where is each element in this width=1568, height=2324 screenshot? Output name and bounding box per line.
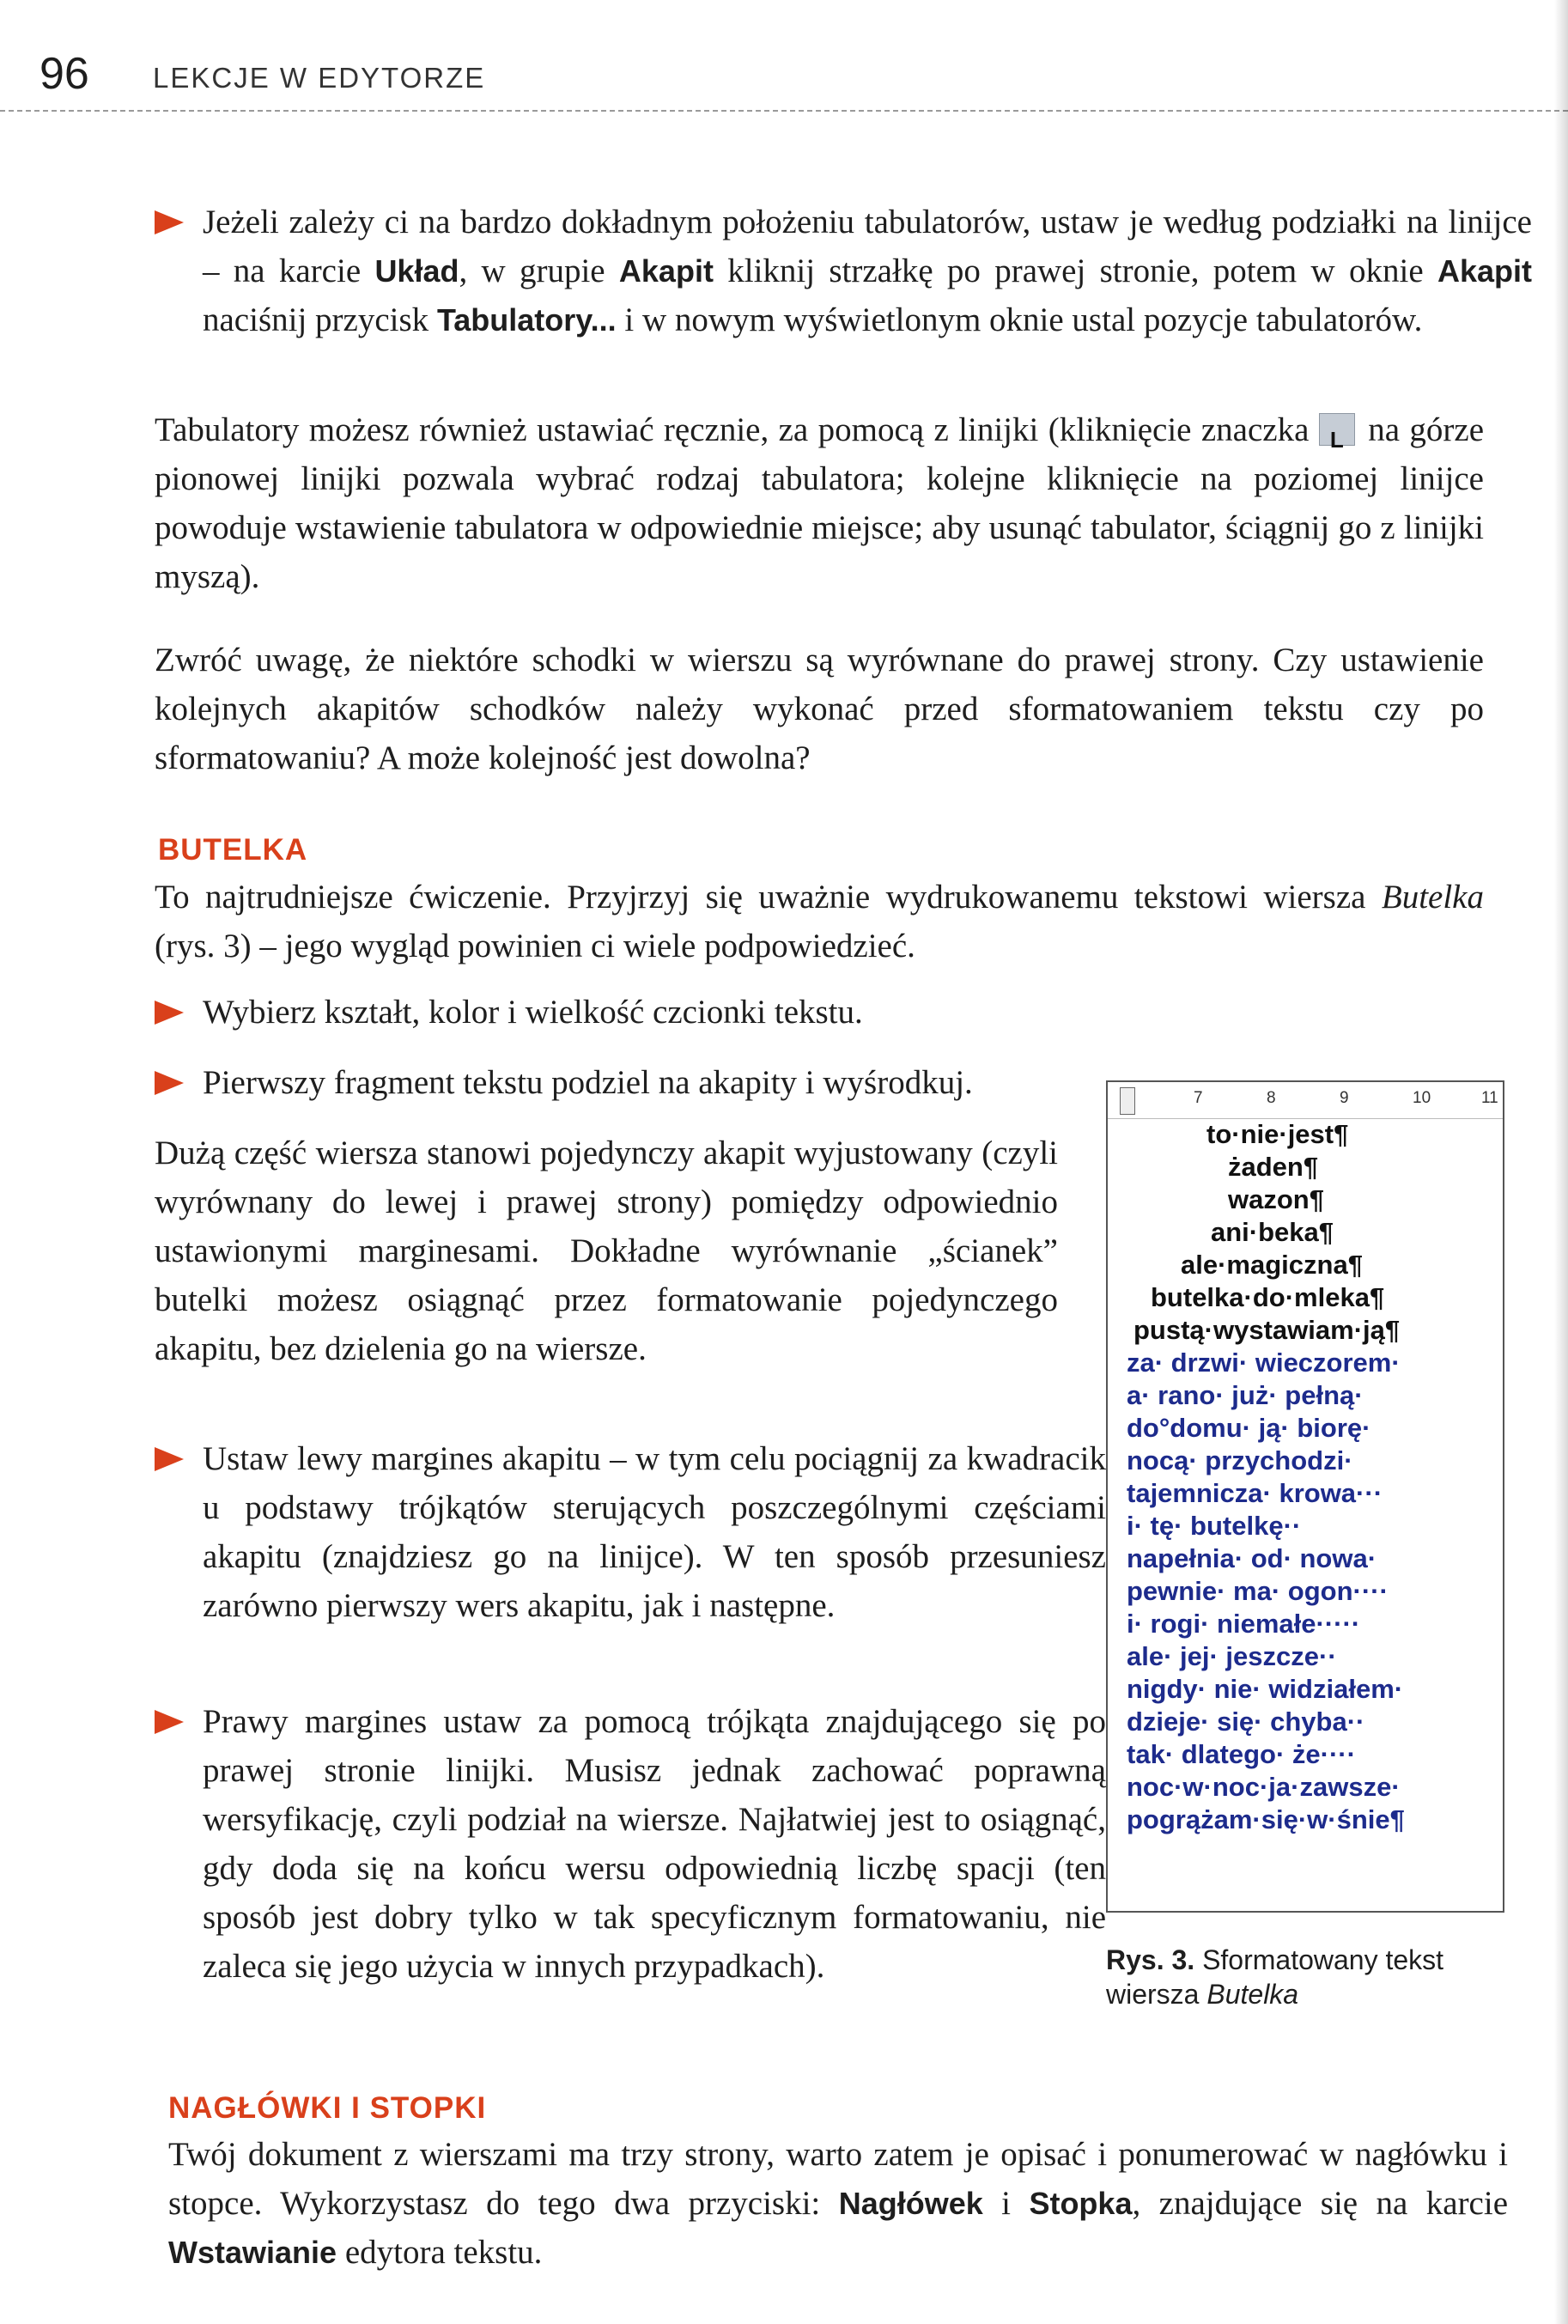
poem-line: tak· dlatego· że····	[1127, 1739, 1356, 1769]
ruler-tick: 8	[1267, 1089, 1276, 1107]
bullet-czcionka: Wybierz kształt, kolor i wielkość czcionki tekstu.	[155, 988, 1532, 1037]
bullet-tabulatory: Jeżeli zależy ci na bardzo dokładnym położeniu tabulatorów, ustaw je według podziałki na linijce – na karcie Układ, w grupie Akapit kliknij strzałkę po prawej stronie, potem w oknie Akapit naciśnij przycisk Tabulatory... i w nowym wyświetlonym oknie ustal pozycje tabulatorów.	[155, 198, 1532, 344]
bullet-arrow-icon	[155, 1710, 184, 1734]
ui-term-uklad: Układ	[374, 253, 459, 289]
poem-line: wazon¶	[1228, 1184, 1324, 1214]
ruler-tick: 10	[1413, 1089, 1431, 1107]
poem-line: noc·w·noc·ja·zawsze·	[1127, 1772, 1401, 1802]
bullet-arrow-icon	[155, 1447, 184, 1471]
paragraph-schodki: Zwróć uwagę, że niektóre schodki w wierszu są wyrównane do prawej strony. Czy ustawienie kolejnych akapitów schodków należy wykonać przed sformatowaniem tekstu czy po sformatowaniu? A może kolejność jest dowolna?	[155, 642, 1484, 776]
poem-line: napełnia· od· nowa·	[1127, 1543, 1377, 1573]
bullet-arrow-icon	[155, 1001, 184, 1025]
running-head: LEKCJE W EDYTORZE	[153, 62, 486, 94]
bullet-akapity: Pierwszy fragment tekstu podziel na akapity i wyśrodkuj.	[155, 1058, 1113, 1107]
poem-line: nigdy· nie· widziałem·	[1127, 1674, 1404, 1704]
ui-term-wstawianie: Wstawianie	[168, 2235, 337, 2270]
poem-line: to·nie·jest¶	[1206, 1119, 1349, 1149]
page-edge-shadow	[1554, 0, 1568, 2324]
tab-selector-icon: L	[1319, 413, 1355, 446]
poem-line: nocą· przychodzi·	[1127, 1445, 1353, 1475]
paragraph-tabulatory-recznie: Tabulatory możesz również ustawiać ręcznie, za pomocą z linijki (kliknięcie znaczka L na górze pionowej linijki pozwala wybrać rodzaj tabulatora; kolejne kliknięcie na poziomej linijce powoduje wstawienie tabulatora w odpowiednie miejsce; aby usunąć tabulator, ściągnij go z linijki myszą).	[155, 411, 1485, 595]
figure-caption: Rys. 3. Sformatowany tekst wiersza Butelka	[1106, 1944, 1444, 2010]
poem-line: ani·beka¶	[1211, 1217, 1334, 1247]
ui-term-akapit-window: Akapit	[1437, 253, 1532, 289]
figure-ruler	[1108, 1082, 1503, 1119]
poem-title: Butelka	[1381, 879, 1484, 916]
paragraph-naglowki: Twój dokument z wierszami ma trzy strony, warto zatem je opisać i ponumerować w nagłówku i stopce. Wykorzystasz do tego dwa przyciski: Nagłówek i Stopka, znajdujące się na karcie Wstawianie edytora tekstu.	[168, 2136, 1509, 2271]
poem-line: tajemnicza· krowa···	[1127, 1478, 1383, 1508]
ui-term-tabulatory: Tabulatory...	[436, 302, 617, 338]
header-rule	[0, 110, 1568, 112]
poem-line: ale· jej· jeszcze··	[1127, 1641, 1337, 1671]
poem-line: pewnie· ma· ogon····	[1127, 1576, 1389, 1606]
poem-line: pogrążam·się·w·śnie¶	[1127, 1804, 1405, 1834]
page-header	[0, 34, 1568, 112]
ruler-tick: 7	[1194, 1089, 1203, 1107]
bullet-prawy-margines: Prawy margines ustaw za pomocą trójkąta znajdującego się po prawej stronie linijki. Musisz jednak zachować poprawną wersyfikację, czyli podział na wiersze. Najłatwiej jest to osiągnąć, gdy doda się na końcu wersu odpowiednią liczbę spacji (ten sposób jest dobry tylko w tak specyficznym formatowaniu, nie zaleca się jego użycia w innych przypadkach).	[155, 1697, 1106, 1991]
poem-line: żaden¶	[1228, 1152, 1319, 1182]
ui-term-naglowek: Nagłówek	[838, 2186, 983, 2221]
bullet-arrow-icon	[155, 210, 184, 234]
section-heading-butelka: BUTELKA	[158, 833, 308, 867]
figure-butelka	[1106, 1080, 1504, 1913]
ruler-tick: 11	[1481, 1089, 1498, 1107]
poem-line: i· rogi· niemałe·····	[1127, 1609, 1361, 1639]
ui-term-stopka: Stopka	[1029, 2186, 1133, 2221]
poem-line: a· rano· już· pełną·	[1127, 1380, 1364, 1410]
indent-marker-icon	[1120, 1087, 1135, 1115]
poem-line: pustą·wystawiam·ją¶	[1133, 1315, 1401, 1345]
poem-line: dzieje· się· chyba··	[1127, 1706, 1365, 1737]
paragraph-butelka-intro: To najtrudniejsze ćwiczenie. Przyjrzyj się uważnie wydrukowanemu tekstowi wiersza Butelka (rys. 3) – jego wygląd powinien ci wiele podpowiedzieć.	[155, 879, 1484, 964]
bullet-lewy-margines: Ustaw lewy margines akapitu – w tym celu pociągnij za kwadracik u podstawy trójkątów sterujących poszczególnymi częściami akapitu (znajdziesz go na linijce). W ten sposób przesuniesz zarówno pierwszy wers akapitu, jak i następne.	[155, 1434, 1106, 1630]
ruler-tick: 9	[1340, 1089, 1349, 1107]
paragraph-wyjustowany: Dużą część wiersza stanowi pojedynczy akapit wyjustowany (czyli wyrównany do lewej i prawej strony) pomiędzy odpowiednio ustawionymi marginesami. Dokładne wyrównanie „ścianek” butelki możesz osiągnąć przez formatowanie pojedynczego akapitu, bez dzielenia go na wiersze.	[155, 1135, 1058, 1367]
poem-line: za· drzwi· wieczorem·	[1127, 1348, 1401, 1378]
poem-line: do°domu· ją· biorę·	[1127, 1413, 1371, 1443]
section-heading-naglowki: NAGŁÓWKI I STOPKI	[168, 2091, 487, 2125]
poem-line: butelka·do·mleka¶	[1151, 1282, 1385, 1312]
poem-line: i· tę· butelkę··	[1127, 1511, 1302, 1541]
poem-line: ale·magiczna¶	[1181, 1250, 1363, 1280]
bullet-arrow-icon	[155, 1071, 184, 1095]
page-number: 96	[40, 49, 89, 99]
ui-term-akapit: Akapit	[618, 253, 714, 289]
